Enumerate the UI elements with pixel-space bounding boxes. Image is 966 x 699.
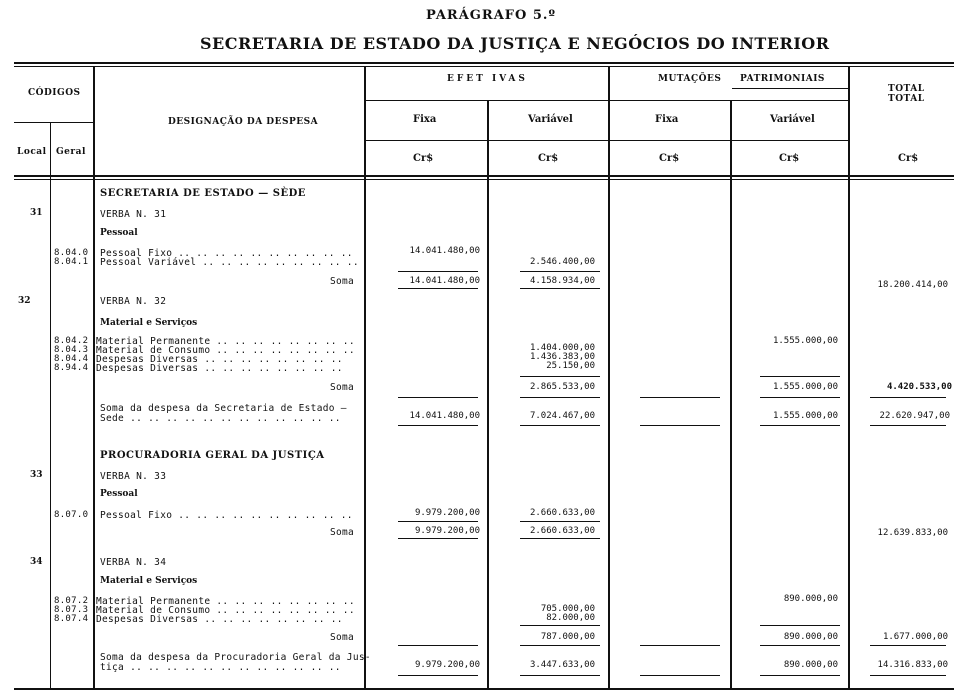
- table-top-rule-thin: [14, 66, 954, 67]
- soma-total: 12.639.833,00: [877, 528, 948, 538]
- sum-rule: [640, 645, 720, 646]
- sum-rule: [398, 397, 478, 398]
- sum-rule: [760, 625, 840, 626]
- row-code: 8.07.2: [54, 596, 89, 606]
- row-code: 8.04.0: [54, 248, 89, 258]
- sum-rule: [760, 425, 840, 426]
- soma-despesa-variavel: 3.447.633,00: [529, 660, 595, 670]
- currency-mvariavel: Cr$: [779, 153, 800, 164]
- sum-rule: [520, 397, 600, 398]
- row-code: 8.07.3: [54, 605, 89, 615]
- codigos-rule: [14, 122, 94, 123]
- col-header-fixa: Fixa: [413, 114, 437, 125]
- soma-mvariavel: 1.555.000,00: [772, 382, 838, 392]
- sum-rule: [760, 645, 840, 646]
- verba-34-local: 34: [30, 557, 43, 567]
- sum-rule: [520, 538, 600, 539]
- subheader-rule: [365, 100, 849, 101]
- section-title-secretaria: SECRETARIA DE ESTADO — SÈDE: [100, 188, 306, 199]
- soma-despesa-total: 22.620.947,00: [879, 411, 950, 421]
- header-bottom-rule: [14, 175, 954, 177]
- row-code: 8.04.3: [54, 345, 89, 355]
- row-variavel: 2.546.400,00: [529, 257, 595, 267]
- row-code: 8.94.4: [54, 363, 89, 373]
- row-desc: Despesas Diversas .. .. .. .. .. .. .. ..: [96, 614, 343, 625]
- sum-rule: [398, 645, 478, 646]
- soma-despesa-variavel: 7.024.467,00: [529, 411, 595, 421]
- soma-despesa-secretaria-a: Soma da despesa da Secretaria de Estado —: [100, 403, 347, 414]
- material-heading-2: Material e Serviços: [100, 576, 198, 586]
- row-fixa: 14.041.480,00: [409, 246, 480, 256]
- verba-32-local: 32: [18, 296, 31, 306]
- row-desc: Pessoal Fixo .. .. .. .. .. .. .. .. .. ..: [100, 248, 353, 259]
- currency-variavel: Cr$: [538, 153, 559, 164]
- sum-rule: [640, 675, 720, 676]
- soma-variavel: 2.865.533,00: [529, 382, 595, 392]
- sum-rule: [520, 271, 600, 272]
- col-header-local: Local: [17, 147, 47, 157]
- sum-rule: [398, 538, 478, 539]
- sum-rule: [520, 288, 600, 289]
- soma-variavel: 787.000,00: [540, 632, 595, 642]
- col-header-patrimoniais: PATRIMONIAIS: [740, 74, 825, 84]
- row-variavel: 1.404.000,00: [529, 343, 595, 353]
- pessoal-heading: Pessoal: [100, 228, 138, 238]
- soma-despesa-mvariavel: 1.555.000,00: [772, 411, 838, 421]
- row-code: 8.04.2: [54, 336, 89, 346]
- sum-rule: [870, 397, 946, 398]
- col-header-designacao: DESIGNAÇÃO DA DESPESA: [168, 117, 319, 127]
- row-desc: Material Permanente .. .. .. .. .. .. .. ..: [96, 336, 355, 347]
- col-header-codigos: CÓDIGOS: [28, 88, 81, 98]
- soma-total: 1.677.000,00: [882, 632, 948, 642]
- page-title: SECRETARIA DE ESTADO DA JUSTIÇA E NEGÓCIOS DO INTERIOR: [200, 34, 830, 53]
- sum-rule: [520, 645, 600, 646]
- soma-label: Soma: [330, 632, 355, 643]
- row-code: 8.04.4: [54, 354, 89, 364]
- header-bottom-rule-thin: [14, 179, 954, 180]
- row-desc: Despesas Diversas .. .. .. .. .. .. .. ..: [96, 354, 343, 365]
- sum-rule: [640, 397, 720, 398]
- soma-variavel: 4.158.934,00: [529, 276, 595, 286]
- col-mvar-divider: [848, 66, 850, 688]
- row-variavel: 25.150,00: [546, 361, 595, 371]
- sum-rule: [520, 425, 600, 426]
- table-bottom-rule: [14, 688, 954, 690]
- soma-despesa-mvariavel: 890.000,00: [783, 660, 838, 670]
- verba-33-local: 33: [30, 470, 43, 480]
- col-fixa-divider: [487, 100, 489, 688]
- row-desc: Material Permanente .. .. .. .. .. .. .. ..: [96, 596, 355, 607]
- sum-rule: [520, 521, 600, 522]
- patrimoniais-rule: [732, 88, 849, 89]
- paragraph-heading: PARÁGRAFO 5.º: [426, 8, 556, 23]
- soma-label: Soma: [330, 382, 355, 393]
- col-header-variavel: Variável: [528, 114, 573, 125]
- col-header-mutacoes: MUTAÇÕES: [658, 74, 722, 84]
- soma-despesa-total: 14.316.833,00: [877, 660, 948, 670]
- soma-fixa: 9.979.200,00: [414, 526, 480, 536]
- col-header-efetivas: EFET IVAS: [447, 74, 528, 84]
- row-variavel: 705.000,00: [540, 604, 595, 614]
- verba-34-title: VERBA N. 34: [100, 557, 167, 568]
- row-mvariavel: 1.555.000,00: [772, 336, 838, 346]
- row-desc: Pessoal Fixo .. .. .. .. .. .. .. .. .. ..: [100, 510, 353, 521]
- soma-despesa-fixa: 9.979.200,00: [414, 660, 480, 670]
- sum-rule: [398, 271, 478, 272]
- row-fixa: 9.979.200,00: [414, 508, 480, 518]
- row-desc: Material de Consumo .. .. .. .. .. .. .. ..: [96, 605, 355, 616]
- sum-rule: [870, 645, 946, 646]
- col-header-total-2: TOTAL: [888, 94, 925, 104]
- table-top-rule: [14, 62, 954, 64]
- row-code: 8.04.1: [54, 257, 89, 267]
- row-desc: Despesas Diversas .. .. .. .. .. .. .. ..: [96, 363, 343, 374]
- row-code: 8.07.4: [54, 614, 89, 624]
- sum-rule: [398, 288, 478, 289]
- verba-31-local: 31: [30, 208, 43, 218]
- soma-total: 4.420.533,00: [886, 382, 952, 392]
- material-heading: Material e Serviços: [100, 318, 198, 328]
- col-desc-divider: [364, 66, 366, 688]
- sum-rule: [398, 675, 478, 676]
- sum-rule: [398, 521, 478, 522]
- verba-31-title: VERBA N. 31: [100, 209, 167, 220]
- soma-despesa-fixa: 14.041.480,00: [409, 411, 480, 421]
- col-header-mfixa: Fixa: [655, 114, 679, 125]
- verba-33-title: VERBA N. 33: [100, 471, 167, 482]
- col-header-mvariavel: Variável: [770, 114, 815, 125]
- currency-total: Cr$: [898, 153, 919, 164]
- row-desc: Material de Consumo .. .. .. .. .. .. .. ..: [96, 345, 355, 356]
- sum-rule: [520, 625, 600, 626]
- row-variavel: 2.660.633,00: [529, 508, 595, 518]
- soma-variavel: 2.660.633,00: [529, 526, 595, 536]
- col-efetivas-divider: [608, 66, 610, 688]
- soma-despesa-secretaria-b: Sede .. .. .. .. .. .. .. .. .. .. .. ..: [100, 413, 341, 424]
- verba-32-title: VERBA N. 32: [100, 296, 167, 307]
- soma-despesa-procuradoria-a: Soma da despesa da Procuradoria Geral da Jus-: [100, 652, 371, 663]
- sum-rule: [760, 376, 840, 377]
- pessoal-heading-2: Pessoal: [100, 489, 138, 499]
- section-title-procuradoria: PROCURADORIA GERAL DA JUSTIÇA: [100, 450, 325, 461]
- col-header-total-1: TOTAL: [888, 84, 925, 94]
- col-local-divider: [50, 122, 51, 688]
- soma-label: Soma: [330, 527, 355, 538]
- sum-rule: [870, 425, 946, 426]
- soma-mvariavel: 890.000,00: [783, 632, 838, 642]
- row-variavel: 82.000,00: [546, 613, 595, 623]
- row-variavel: 1.436.383,00: [529, 352, 595, 362]
- sum-rule: [520, 376, 600, 377]
- sum-rule: [760, 397, 840, 398]
- sum-rule: [520, 675, 600, 676]
- currency-rule: [365, 140, 849, 141]
- sum-rule: [640, 425, 720, 426]
- sum-rule: [760, 675, 840, 676]
- col-geral-divider: [93, 66, 95, 688]
- currency-fixa: Cr$: [413, 153, 434, 164]
- sum-rule: [870, 675, 946, 676]
- sum-rule: [398, 425, 478, 426]
- col-header-geral: Geral: [56, 147, 86, 157]
- soma-fixa: 14.041.480,00: [409, 276, 480, 286]
- currency-mfixa: Cr$: [659, 153, 680, 164]
- row-code: 8.07.0: [54, 510, 89, 520]
- soma-total: 18.200.414,00: [877, 280, 948, 290]
- row-desc: Pessoal Variável .. .. .. .. .. .. .. .. ..: [100, 257, 359, 268]
- row-mvariavel: 890.000,00: [783, 594, 838, 604]
- soma-despesa-procuradoria-b: tiça .. .. .. .. .. .. .. .. .. .. .. ..: [100, 662, 341, 673]
- soma-label: Soma: [330, 276, 355, 287]
